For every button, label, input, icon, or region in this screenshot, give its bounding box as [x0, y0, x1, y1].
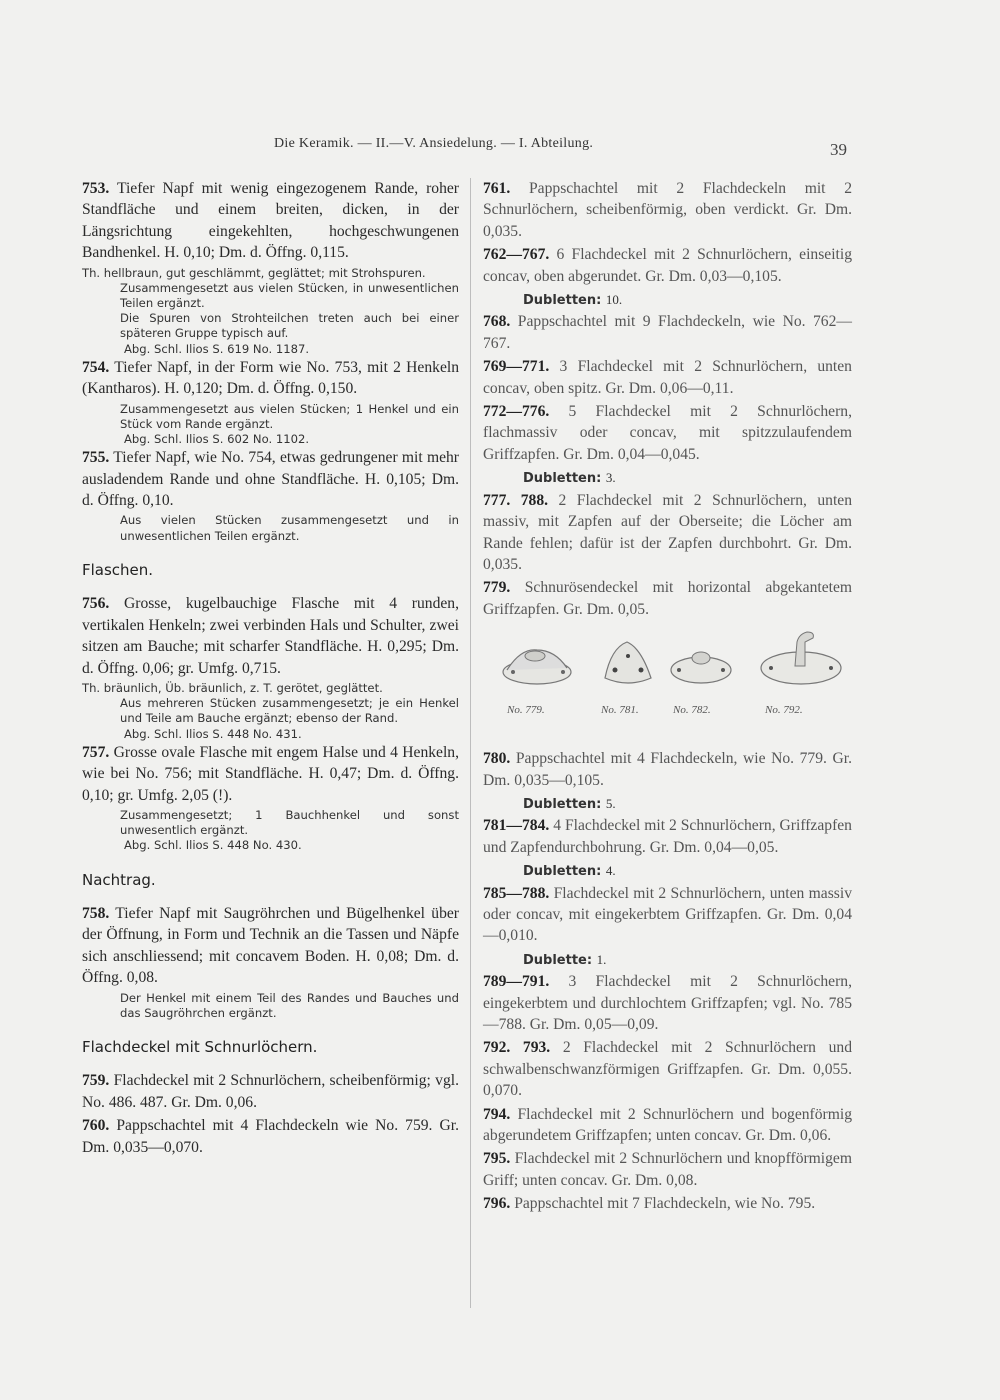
entry-753: 753. Tiefer Napf mit wenig eingezogenem Rande, roher Standfläche und einem breiten, dicken, in der Längsrichtung eingekehlten, hochgeschwungenen Bandhenkel. H. 0,10; Dm. d. Öffng. 0,115. [82, 180, 459, 262]
right-column [483, 178, 852, 1217]
entry-785: 785—788. Flachdeckel mit 2 Schnurlöchern, unten massiv oder concav, mit eingekerbtem Griffzapfen. Gr. Dm. 0,04—0,010. [483, 884, 852, 945]
entry-779: 779. Schnurösendeckel mit horizontal abgekantetem Griffzapfen. Gr. Dm. 0,05. [483, 579, 853, 618]
entry-768: 768. Pappschachtel mit 9 Flachdeckeln, wie No. 762—767. [483, 313, 852, 352]
entry-762: 762—767. 6 Flachdeckel mit 2 Schnurlöchern, einseitig concav, oben abgerundet. Gr. Dm. 0,03—0,105. [483, 246, 852, 285]
entry-777: 777. 788. 2 Flachdeckel mit 2 Schnurlöchern, unten massiv, mit Zapfen auf der Oberseite; die Löcher am Rande fehlen; dafür ist der Zapfen durchbohrt. Gr. Dm. 0,035. [483, 491, 852, 573]
section-heading-flaschen: Flaschen. [82, 560, 154, 579]
page-header [0, 132, 1000, 162]
note-757-1: Zusammengesetzt; 1 Bauchhenkel und sonst unwesentlich ergänzt. [120, 807, 459, 838]
entry-781: 781—784. 4 Flachdeckel mit 2 Schnurlöchern, Griffzapfen und Zapfendurchbohrung. Gr. Dm. 0,04—0,05. [483, 817, 852, 856]
entry-792: 792. 793. 2 Flachdeckel mit 2 Schnurlöchern und schwalbenschwanzförmigen Griffzapfen. Gr. Dm. 0,055. 0,070. [483, 1039, 852, 1100]
dubletten-780: Dubletten: 5. [523, 795, 616, 812]
caption-792: No. 792. [765, 704, 803, 717]
note-755-1: Aus vielen Stücken zusammengesetzt und in unwesentlichen Teilen ergänzt. [120, 513, 459, 543]
caption-782: No. 782. [673, 704, 711, 717]
abg-754: Abg. Schl. Ilios S. 602 No. 1102. [124, 432, 310, 447]
running-head: Die Keramik. — II.—V. Ansiedelung. — I. Abteilung. [274, 136, 594, 151]
lid-779-illustration [501, 642, 573, 686]
left-column [82, 178, 459, 1160]
entry-754: 754. Tiefer Napf, in der Form wie No. 753, mit 2 Henkeln (Kantharos). H. 0,120; Dm. d. Öffng. 0,150. [82, 358, 459, 398]
dublette-785: Dublette: 1. [523, 951, 607, 968]
note-754-1: Zusammengesetzt aus vielen Stücken; 1 Henkel und ein Stück vom Rande ergänzt. [120, 401, 459, 431]
lid-792-illustration [759, 628, 843, 688]
entry-780: 780. Pappschachtel mit 4 Flachdeckeln, wie No. 779. Gr. Dm. 0,035—0,105. [483, 750, 852, 789]
entry-795: 795. Flachdeckel mit 2 Schnurlöchern und knopfförmigem Griff; unten concav. Gr. Dm. 0,08. [483, 1150, 852, 1189]
note-758-1: Der Henkel mit einem Teil des Randes und Bauches und das Saugröhrchen ergänzt. [120, 990, 459, 1020]
note-753-1: Zusammengesetzt aus vielen Stücken, in unwesentlichen Teilen ergänzt. [120, 280, 459, 311]
entry-772: 772—776. 5 Flachdeckel mit 2 Schnurlöchern, flachmassiv oder concav, mit spitzzulaufendem Griffzapfen. Gr. Dm. 0,04—0,045. [483, 403, 852, 463]
entry-758: 758. Tiefer Napf mit Saugröhrchen und Bügelhenkel über der Öffnung, in Form und Technik an die Tassen und Näpfe sich anschliessend; mit concavem Boden. H. 0,08; Dm. d. Öffng. 0,08. [82, 904, 459, 987]
note-756-1: Aus mehreren Stücken zusammengesetzt; je ein Henkel und Teile am Bauche ergänzt; ebenso der Rand. [120, 696, 459, 726]
entry-769: 769—771. 3 Flachdeckel mit 2 Schnurlöchern, unten concav, oben spitz. Gr. Dm. 0,06—0,11. [483, 358, 852, 397]
lid-figures [483, 638, 852, 742]
section-heading-flachdeckel: Flachdeckel mit Schnurlöchern. [82, 1038, 318, 1056]
entry-756: 756. Grosse, kugelbauchige Flasche mit 4 runden, vertikalen Henkeln; zwei verbinden Hals und Schulter, zwei sitzen am Bauche; mit scharfer Standfläche. H. 0,295; Dm. d. Öffng. 0,06; gr. Umfg. 0,715. [82, 595, 459, 677]
lid-782-illustration [669, 642, 733, 686]
dubletten-781: Dubletten: 4. [523, 863, 616, 880]
entry-759: 759. Flachdeckel mit 2 Schnurlöchern, scheibenförmig; vgl. No. 486. 487. Gr. Dm. 0,06. [82, 1072, 459, 1111]
note-753-th: Th. hellbraun, gut geschlämmt, geglättet; mit Strohspuren. [82, 265, 426, 280]
entry-794: 794. Flachdeckel mit 2 Schnurlöchern und bogenförmig abgerundetem Griffzapfen; unten concav. Gr. Dm. 0,06. [483, 1105, 852, 1145]
entry-796: 796. Pappschachtel mit 7 Flachdeckeln, wie No. 795. [483, 1195, 816, 1213]
entry-760: 760. Pappschachtel mit 4 Flachdeckeln wie No. 759. Gr. Dm. 0,035—0,070. [82, 1117, 460, 1156]
page-number: 39 [830, 140, 847, 159]
entry-757: 757. Grosse ovale Flasche mit engem Halse und 4 Henkeln, wie bei No. 756; mit Standfläche. H. 0,47; Dm. d. Öffng. 0,10; gr. Umfg. 2,05 (!). [82, 743, 459, 804]
section-heading-nachtrag: Nachtrag. [82, 870, 156, 889]
entry-755: 755. Tiefer Napf, wie No. 754, etwas gedrungener mit mehr ausladendem Rande und ohne Standfläche. H. 0,105; Dm. d. Öffng. 0,10. [82, 449, 459, 510]
entry-789: 789—791. 3 Flachdeckel mit 2 Schnurlöchern, eingekerbtem und durchlochtem Griffzapfen; vgl. No. 785—788. Gr. Dm. 0,05—0,09. [483, 973, 852, 1033]
dubletten-772: Dubletten: 3. [523, 470, 616, 487]
caption-779: No. 779. [507, 704, 545, 717]
note-753-2: Die Spuren von Strohteilchen treten auch bei einer späteren Gruppe typisch auf. [120, 311, 459, 341]
abg-753: Abg. Schl. Ilios S. 619 No. 1187. [124, 341, 310, 356]
column-divider [470, 178, 471, 1308]
caption-781: No. 781. [601, 704, 639, 717]
abg-757: Abg. Schl. Ilios S. 448 No. 430. [124, 838, 302, 853]
note-756-th: Th. bräunlich, Üb. bräunlich, z. T. gerötet, geglättet. [82, 680, 383, 695]
abg-756: Abg. Schl. Ilios S. 448 No. 431. [124, 726, 302, 741]
dubletten-762: Dubletten: 10. [523, 292, 623, 309]
lid-781-illustration [601, 638, 655, 688]
entry-761: 761. Pappschachtel mit 2 Flachdeckeln mit 2 Schnurlöchern, scheibenförmig, oben verdickt. Gr. Dm. 0,035. [483, 180, 852, 240]
